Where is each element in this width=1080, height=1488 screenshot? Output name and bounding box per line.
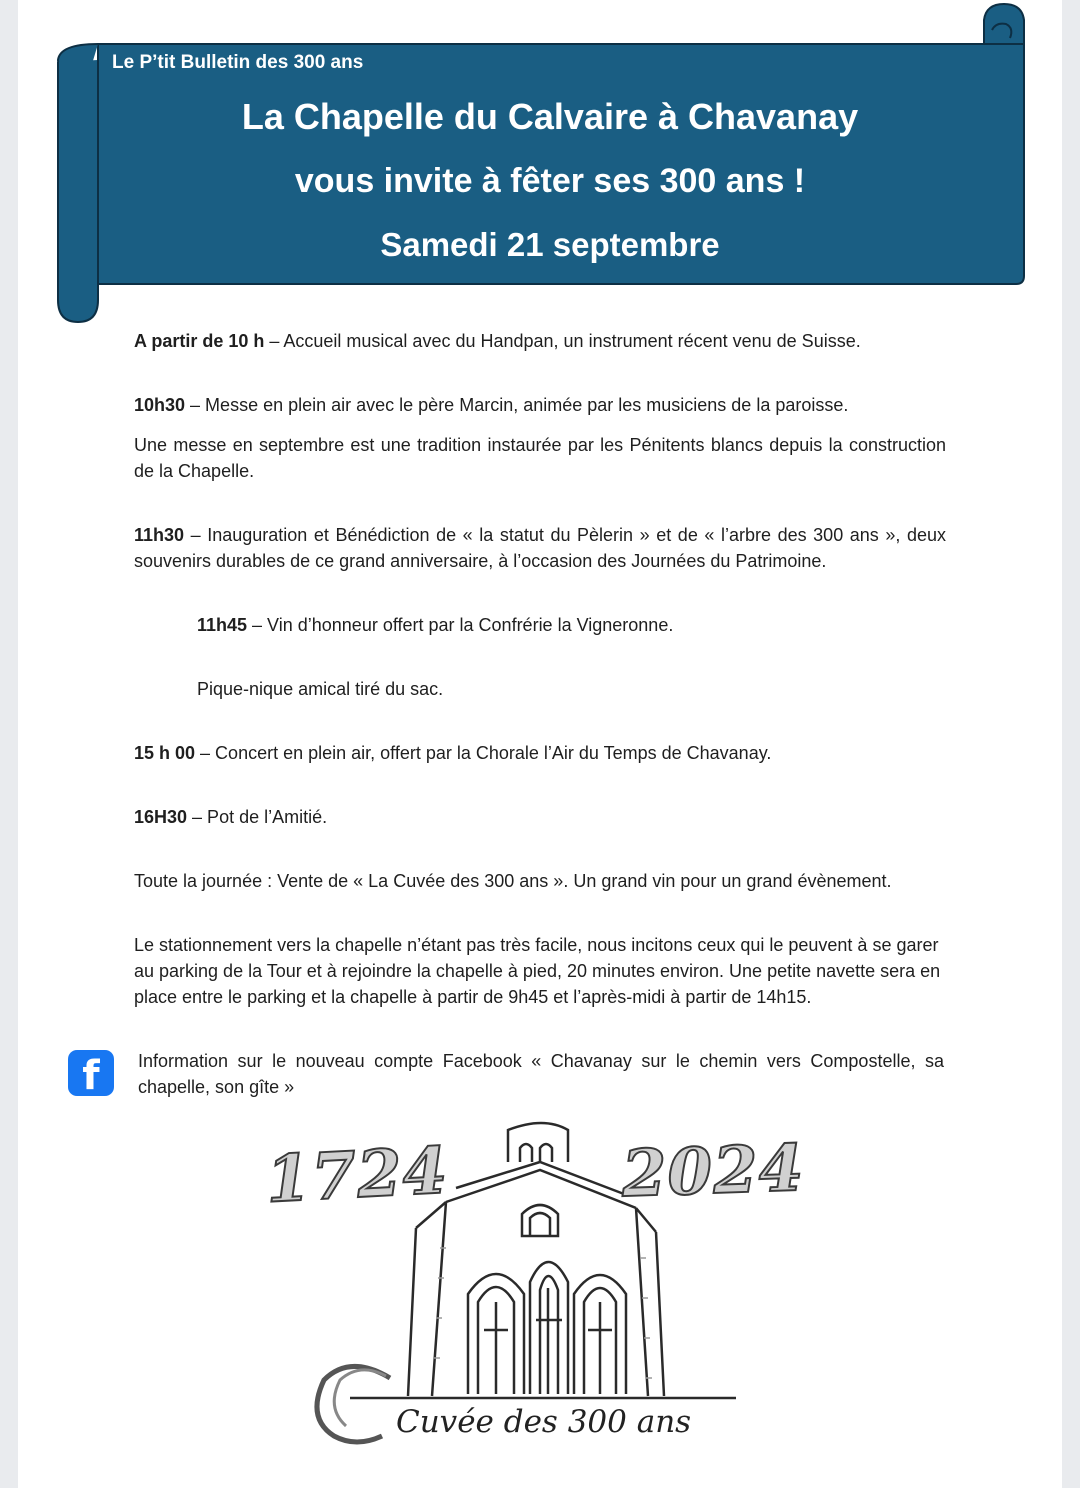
banner-title: La Chapelle du Calvaire à Chavanay [241, 96, 859, 137]
banner-subtitle: vous invite à fêter ses 300 ans ! [294, 162, 806, 200]
facebook-info-text: Information sur le nouveau compte Facebook « Chavanay sur le chemin vers Compostelle, sa chapelle, son gîte » [138, 1051, 944, 1097]
bulletin-kicker: Le P’tit Bulletin des 300 ans [112, 52, 364, 73]
program-time: A partir de 10 h [134, 331, 265, 351]
program-time: 11h30 [134, 525, 185, 545]
program-text: Une messe en septembre est une tradition instaurée par les Pénitents blancs depuis la construction de la Chapelle. [134, 435, 946, 481]
program-text: – Inauguration et Bénédiction de « la statut du Pèlerin » et de « l’arbre des 300 ans », deux souvenirs durables de ce grand anniversaire, à l’occasion des Journées du Patrimoine. [134, 525, 946, 571]
cuvee-caption: Cuvée des 300 ans [396, 1404, 692, 1440]
program-item-cuvee-sale [134, 868, 946, 894]
program-note-parking [134, 932, 946, 1010]
program-text: – Pot de l’Amitié. [187, 807, 328, 827]
program-item-picnic [197, 676, 946, 702]
program-text: – Messe en plein air avec le père Marcin, animée par les musiciens de la paroisse. [185, 395, 849, 415]
program-time: 16H30 [134, 807, 188, 827]
banner-date: Samedi 21 septembre [380, 226, 720, 263]
program-item-concert [134, 740, 946, 766]
program-text: Pique-nique amical tiré du sac. [197, 679, 444, 699]
program-text: Toute la journée : Vente de « La Cuvée des 300 ans ». Un grand vin pour un grand évènement. [134, 871, 892, 891]
program-text: Le stationnement vers la chapelle n’étant pas très facile, nous incitons ceux qui le peuvent à se garer au parking de la Tour et à rejoindre la chapelle à pied, 20 minutes environ. Une petite navette sera en place entre le parking et la chapelle à partir de 9h45 et l’après-midi à partir de 14h15. [134, 935, 941, 1007]
program-item-welcome [134, 328, 946, 354]
year-end: 2024 [620, 1130, 806, 1213]
program-item-vin-honneur [197, 612, 946, 638]
year-start: 1724 [264, 1133, 450, 1218]
program-note-tradition [134, 432, 946, 484]
program-text: – Vin d’honneur offert par la Confrérie la Vigneronne. [247, 615, 674, 635]
program-text: – Accueil musical avec du Handpan, un instrument récent venu de Suisse. [264, 331, 861, 351]
banner-left-roll [58, 60, 98, 322]
program-text: – Concert en plein air, offert par la Chorale l’Air du Temps de Chavanay. [195, 743, 772, 763]
program-item-inauguration [134, 522, 946, 574]
program-item-pot-amitie [134, 804, 946, 830]
program-time: 11h45 [197, 615, 248, 635]
facebook-icon[interactable]: f [68, 1050, 114, 1096]
program-time: 10h30 [134, 395, 186, 415]
program-time: 15 h 00 [134, 743, 196, 763]
program-item-mass [134, 392, 946, 418]
